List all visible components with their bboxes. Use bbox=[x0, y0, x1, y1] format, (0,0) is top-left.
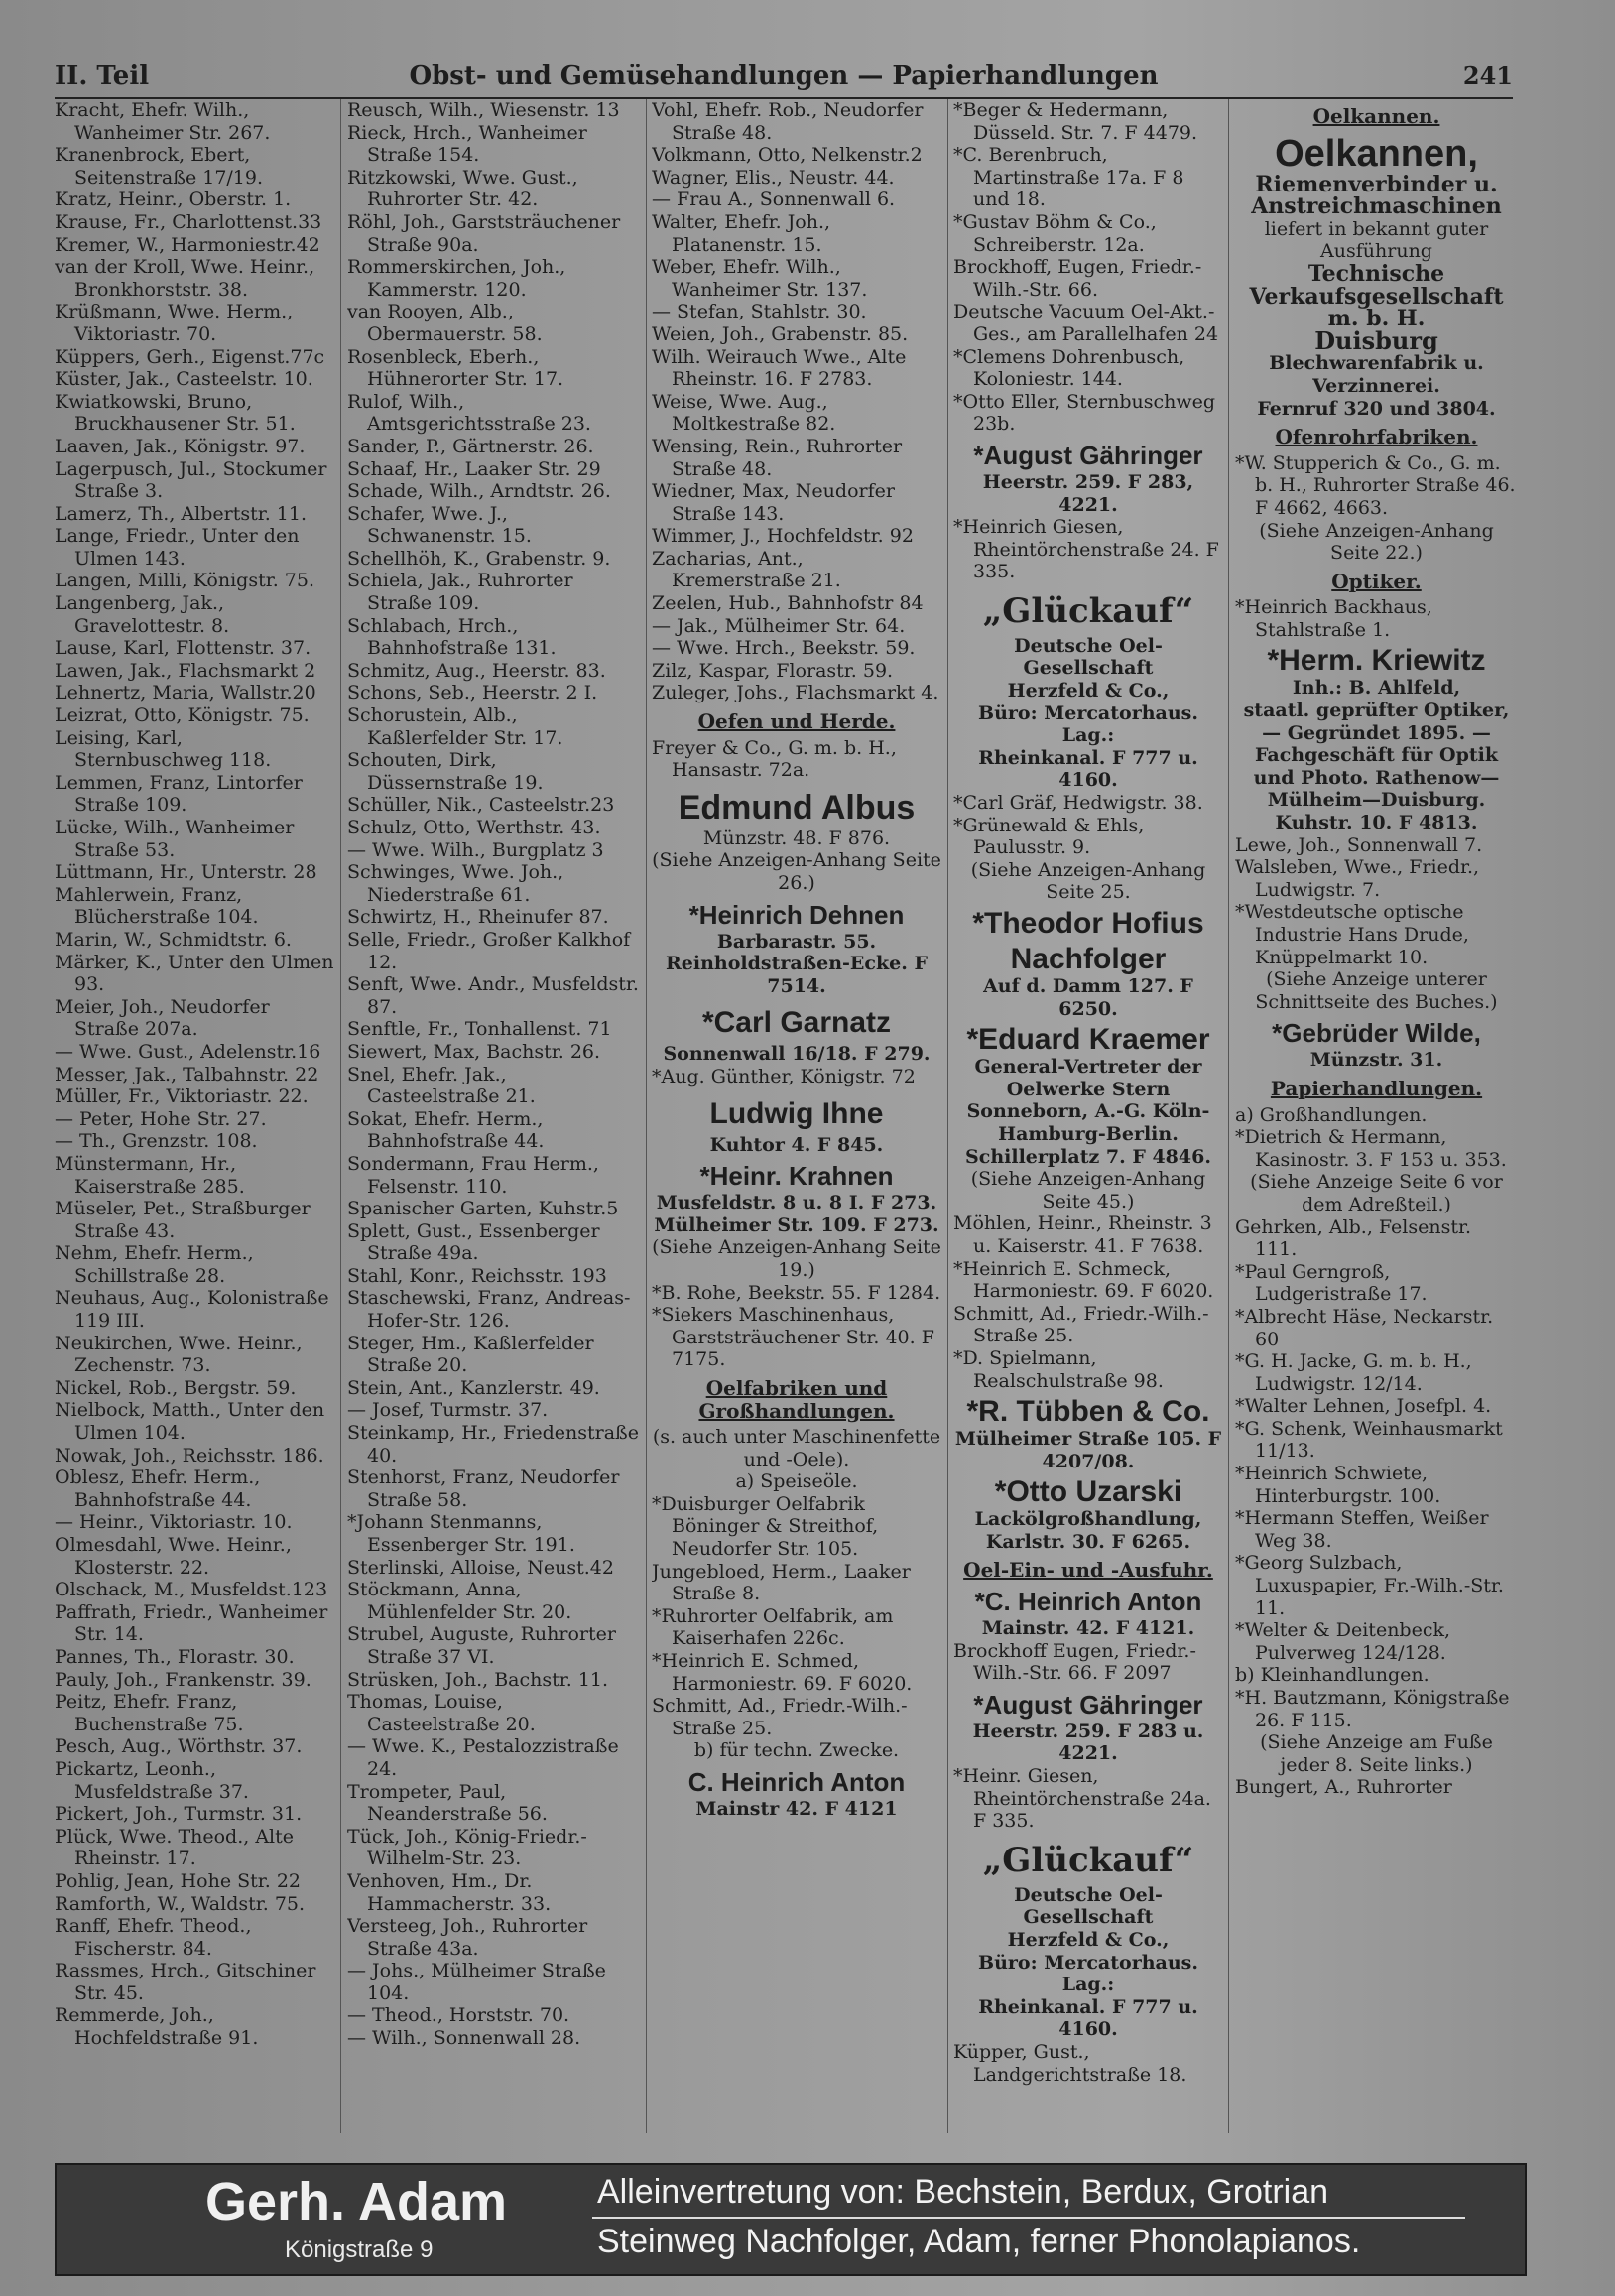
list-item: Zeelen, Hub., Bahnhofstr 84 bbox=[652, 592, 924, 615]
list-item: — Wwe. Wilh., Burgplatz 3 bbox=[347, 838, 604, 861]
list-item: Stahl, Konr., Reichsstr. 193 bbox=[347, 1264, 607, 1287]
list-item: Langen, Milli, Königstr. 75. bbox=[55, 570, 315, 592]
ad-hofius: *Theodor Hofius bbox=[972, 907, 1204, 940]
list-item: Senftle, Fr., Tonhallenst. 71 bbox=[347, 1018, 612, 1041]
grosshandlung-list bbox=[1235, 1216, 1518, 1665]
col4-entries-c bbox=[953, 1212, 1223, 1392]
list-item: Siewert, Max, Bachstr. 26. bbox=[347, 1040, 601, 1063]
list-item: Münstermann, Hr., Kaiserstraße 285. bbox=[55, 1152, 245, 1198]
section-note: (Siehe Anzeige unterer Schnittseite des Buches.) bbox=[1255, 968, 1498, 1013]
list-item: *Welter & Deitenbeck, Pulverweg 124/128. bbox=[1235, 1619, 1451, 1664]
section-heading-ofenrohr: Ofenrohrfabriken. bbox=[1275, 425, 1478, 449]
list-item: Sterlinski, Alloise, Neust.42 bbox=[347, 1556, 614, 1579]
list-item: Strüsken, Joh., Bachstr. 11. bbox=[347, 1668, 609, 1691]
subheading-b: b) für techn. Zwecke. bbox=[693, 1739, 900, 1762]
list-item: Remmerde, Joh., Hochfeldstraße 91. bbox=[55, 2004, 259, 2050]
list-item: *Carl Gräf, Hedwigstr. 38. bbox=[953, 792, 1203, 815]
list-item: Versteeg, Joh., Ruhrorter Straße 43a. bbox=[347, 1915, 588, 1960]
list-item: Venhoven, Hm., Dr. Hammacherstr. 33. bbox=[347, 1869, 552, 1915]
list-item: Schiela, Jak., Ruhrorter Straße 109. bbox=[347, 570, 573, 615]
list-item: Schellhöh, K., Grabenstr. 9. bbox=[347, 547, 611, 570]
subheading-a: a) Speiseöle. bbox=[735, 1470, 858, 1493]
column-3 bbox=[652, 99, 941, 2143]
list-item: Nielbock, Matth., Unter den Ulmen 104. bbox=[55, 1399, 325, 1445]
ad-hofius-address: Auf d. Damm 127. F 6250. bbox=[983, 975, 1193, 1020]
list-item: Lemmen, Franz, Lintorfer Straße 109. bbox=[55, 771, 303, 817]
list-item: — Wwe. Gust., Adelenstr.16 bbox=[55, 1040, 321, 1063]
list-item: Gehrken, Alb., Felsenstr. 111. bbox=[1235, 1215, 1472, 1261]
ad-oelkannen: Oelkannen, bbox=[1275, 132, 1478, 175]
list-item: Weber, Ehefr. Wilh., Wanheimer Str. 137. bbox=[652, 256, 868, 301]
list-item: *Heinr. Giesen, Rheintörchenstraße 24a. F 335. bbox=[953, 1765, 1211, 1833]
list-item: Snel, Ehefr. Jak., Casteelstraße 21. bbox=[347, 1063, 536, 1108]
col4-entries bbox=[953, 99, 1223, 436]
ad-albus-address: Münzstr. 48. F 876. bbox=[702, 827, 891, 849]
list-item: *Clemens Dohrenbusch, Koloniestr. 144. bbox=[953, 345, 1185, 391]
list-item: Steger, Hm., Kaßlerfelder Straße 20. bbox=[347, 1332, 594, 1377]
list-item: Zacharias, Ant., Kremerstraße 21. bbox=[652, 547, 841, 592]
ad-glueckauf: „Glückauf“ bbox=[982, 1840, 1194, 1880]
list-item: Lücke, Wilh., Wanheimer Straße 53. bbox=[55, 817, 295, 861]
list-item: *Walter Lehnen, Josefpl. 4. bbox=[1235, 1395, 1492, 1418]
list-item: Küster, Jak., Casteelstr. 10. bbox=[55, 368, 313, 391]
ad-uzarski: *Otto Uzarski bbox=[994, 1475, 1182, 1509]
ad-hofius-line2: Nachfolger bbox=[1010, 943, 1167, 975]
list-item: Pickartz, Leonh., Musfeldstraße 37. bbox=[55, 1757, 249, 1803]
list-item: Schons, Seb., Heerstr. 2 I. bbox=[347, 682, 598, 704]
list-item: Marin, W., Schmidtstr. 6. bbox=[55, 928, 292, 951]
list-item: *Siekers Maschinenhaus, Garststräuchener Str. 40. F 7175. bbox=[652, 1304, 934, 1371]
list-item: *Duisburger Oelfabrik Böninger & Streithof, Neudorfer Str. 105. bbox=[652, 1492, 879, 1561]
list-item: Bungert, A., Ruhrorter bbox=[1235, 1776, 1452, 1799]
list-item: Märker, K., Unter den Ulmen 93. bbox=[55, 951, 334, 996]
list-item: — Wilh., Sonnenwall 28. bbox=[347, 2027, 581, 2050]
ad-oelkannen-line: Duisburg bbox=[1314, 325, 1438, 355]
list-item: Leising, Karl, Sternbuschweg 118. bbox=[55, 726, 272, 772]
list-item: Plück, Wwe. Theod., Alte Rheinstr. 17. bbox=[55, 1825, 294, 1870]
subheading-a: a) Großhandlungen. bbox=[1235, 1103, 1428, 1126]
list-item: Splett, Gust., Essenberger Straße 49a. bbox=[347, 1219, 600, 1265]
list-item: Zilz, Kaspar, Florastr. 59. bbox=[652, 659, 894, 682]
list-item: Jungebloed, Herm., Laaker Straße 8. bbox=[652, 1560, 911, 1605]
list-item: Ramforth, W., Waldstr. 75. bbox=[55, 1892, 306, 1915]
list-item: — Frau A., Sonnenwall 6. bbox=[652, 189, 896, 211]
list-item: Pickert, Joh., Turmstr. 31. bbox=[55, 1803, 303, 1826]
list-item: Wensing, Rein., Ruhrorter Straße 48. bbox=[652, 435, 903, 480]
list-item: — Johs., Mülheimer Straße 104. bbox=[347, 1960, 606, 2004]
list-item: Krüßmann, Wwe. Herm., Viktoriastr. 70. bbox=[55, 301, 294, 345]
section-heading-oelkannen: Oelkannen. bbox=[1312, 104, 1440, 128]
ad-oelkannen-line: Technische Verkaufsgesellschaft m. b. H. bbox=[1249, 260, 1504, 332]
ad-glueckauf-line: Rheinkanal. F 777 u. 4160. bbox=[978, 1995, 1198, 2041]
list-item: Strubel, Auguste, Ruhrorter Straße 37 VI. bbox=[347, 1623, 616, 1668]
footer-divider bbox=[592, 2217, 1465, 2219]
list-item: Nowak, Joh., Reichsstr. 186. bbox=[55, 1444, 324, 1467]
list-item: Küpper, Gust., Landgerichtstraße 18. bbox=[953, 2040, 1187, 2086]
list-item: Reusch, Wilh., Wiesenstr. 13 bbox=[347, 99, 620, 121]
list-item: Staschewski, Franz, Andreas-Hofer-Str. 126. bbox=[347, 1287, 631, 1333]
ad-note: (Siehe Anzeigen-Anhang Seite 25. bbox=[970, 858, 1206, 904]
list-item: Schorustein, Alb., Kaßlerfelder Str. 17. bbox=[347, 704, 563, 749]
list-item: *Westdeutsche optische Industrie Hans Drude, Knüppelmarkt 10. bbox=[1235, 901, 1469, 968]
list-item: — Th., Grenzstr. 108. bbox=[55, 1130, 258, 1153]
list-item: Stein, Ant., Kanzlerstr. 49. bbox=[347, 1376, 600, 1399]
footer-line-2: Steinweg Nachfolger, Adam, ferner Phonolapianos. bbox=[597, 2223, 1361, 2260]
list-item: Lause, Karl, Flottenstr. 37. bbox=[55, 637, 311, 660]
list-item: Schafer, Wwe. J., Schwanenstr. 15. bbox=[347, 502, 532, 548]
subheading-b: b) Kleinhandlungen. bbox=[1235, 1664, 1429, 1687]
list-item: *Paul Gerngroß, Ludgeristraße 17. bbox=[1235, 1260, 1428, 1306]
list-item: *Georg Sulzbach, Luxuspapier, Fr.-Wilh.-Str. 11. bbox=[1235, 1552, 1504, 1619]
list-item: Trompeter, Paul, Neanderstraße 56. bbox=[347, 1780, 548, 1826]
list-item: Vohl, Ehefr. Rob., Neudorfer Straße 48. bbox=[652, 99, 924, 144]
list-item: Müller, Fr., Viktoriastr. 22. bbox=[55, 1085, 309, 1108]
section-heading-oelein: Oel-Ein- und -Ausfuhr. bbox=[963, 1558, 1213, 1583]
ad-gaehringer-address: Heerstr. 259. F 283 u. 4221. bbox=[972, 1720, 1204, 1765]
ad-oelkannen-line: Fernruf 320 und 3804. bbox=[1257, 397, 1496, 420]
list-item: Neuhaus, Aug., Kolonistraße 119 III. bbox=[55, 1287, 329, 1333]
list-item: Lange, Friedr., Unter den Ulmen 143. bbox=[55, 525, 300, 570]
list-item: Nehm, Ehefr. Herm., Schillstraße 28. bbox=[55, 1242, 254, 1287]
list-item: Olschack, M., Musfeldst.123 bbox=[55, 1579, 328, 1601]
list-item: Olmesdahl, Wwe. Heinr., Klosterstr. 22. bbox=[55, 1534, 292, 1579]
list-item: Leizrat, Otto, Königstr. 75. bbox=[55, 704, 310, 727]
ad-oelkannen-line: Blechwarenfabrik u. Verzinnerei. bbox=[1269, 352, 1484, 397]
list-item: *Grünewald & Ehls, Paulusstr. 9. bbox=[953, 814, 1145, 859]
list-item: Küppers, Gerh., Eigenst.77c bbox=[55, 345, 325, 368]
list-item: *Johann Stenmanns, Essenberger Str. 191. bbox=[347, 1511, 575, 1556]
list-item: *Beger & Hedermann, Düsseld. Str. 7. F 4479. bbox=[953, 99, 1198, 144]
list-item: Deutsche Vacuum Oel-Akt.-Ges., am Parallelhafen 24 bbox=[953, 301, 1219, 345]
ad-albus-note: (Siehe Anzeigen-Anhang Seite 26.) bbox=[652, 849, 941, 894]
list-item: Wagner, Elis., Neustr. 44. bbox=[652, 166, 895, 189]
section-heading-papier: Papierhandlungen. bbox=[1270, 1076, 1483, 1100]
footer-line-1: Alleinvertretung von: Bechstein, Berdux, Grotrian bbox=[597, 2173, 1329, 2211]
list-item: van Rooyen, Alb., Obermauerstr. 58. bbox=[347, 301, 543, 345]
section-note: (Siehe Anzeige Seite 6 vor dem Adreßteil.) bbox=[1250, 1171, 1503, 1215]
list-item: Rulof, Wilh., Amtsgerichtsstraße 23. bbox=[347, 390, 591, 436]
list-item: *Hermann Steffen, Weißer Weg 38. bbox=[1235, 1507, 1489, 1552]
ad-anton-address: Mainstr. 42. F 4121. bbox=[981, 1617, 1195, 1640]
list-item: Schmitz, Aug., Heerstr. 83. bbox=[347, 659, 606, 682]
ad-kriewitz-line: — Gegründet 1895. — bbox=[1262, 721, 1491, 744]
list-item: *Dietrich & Hermann, Kasinostr. 3. F 153 u. 353. bbox=[1235, 1126, 1507, 1171]
list-item: Walsleben, Wwe., Friedr., Ludwigstr. 7. bbox=[1235, 856, 1480, 901]
list-item: Schlabach, Hrch., Bahnhofstraße 131. bbox=[347, 614, 557, 660]
list-item: Pauly, Joh., Frankenstr. 39. bbox=[55, 1668, 311, 1691]
ad-glueckauf-line: Herzfeld & Co., bbox=[1007, 1929, 1170, 1951]
ad-oelkannen-line: Riemenverbinder u. bbox=[1255, 171, 1498, 197]
ad-wilde-address: Münzstr. 31. bbox=[1309, 1049, 1443, 1072]
list-item: Nickel, Rob., Bergstr. 59. bbox=[55, 1376, 297, 1399]
list-item: Paffrath, Friedr., Wanheimer Str. 14. bbox=[55, 1600, 328, 1646]
ad-garnatz: *Carl Garnatz bbox=[701, 1006, 892, 1040]
list-item: Brockhoff, Eugen, Friedr.-Wilh.-Str. 66. bbox=[953, 256, 1202, 301]
ad-anton-address: Mainstr 42. F 4121 bbox=[695, 1798, 898, 1820]
column-2 bbox=[347, 99, 640, 2143]
ad-tuebben-address: Mülheimer Straße 105. F 4207/08. bbox=[954, 1428, 1222, 1472]
speiseoel-list bbox=[652, 1493, 941, 1740]
list-item: — Wwe. Hrch., Beekstr. 59. bbox=[652, 637, 916, 660]
ad-gaehringer: *August Gähringer bbox=[973, 440, 1203, 470]
list-item: Kracht, Ehefr. Wilh., Wanheimer Str. 267. bbox=[55, 99, 271, 144]
ad-kriewitz-line: Kuhstr. 10. F 4813. bbox=[1275, 812, 1478, 834]
list-item: Lamerz, Th., Albertstr. 11. bbox=[55, 502, 308, 525]
column-5 bbox=[1235, 99, 1518, 2143]
ad-oelkannen-line: Anstreichmaschinen bbox=[1251, 193, 1502, 220]
list-item: *Otto Eller, Sternbuschweg 23b. bbox=[953, 390, 1216, 436]
footer-street: Königstraße 9 bbox=[285, 2236, 434, 2263]
part-label: II. Teil bbox=[55, 62, 150, 91]
list-item: Selle, Friedr., Großer Kalkhof 12. bbox=[347, 928, 631, 973]
col4-entries-b bbox=[953, 792, 1223, 859]
list-item: Tück, Joh., König-Friedr.-Wilhelm-Str. 23. bbox=[347, 1825, 587, 1870]
column-divider bbox=[646, 99, 647, 2133]
list-item: Lagerpusch, Jul., Stockumer Straße 3. bbox=[55, 457, 327, 503]
list-item: Schwirtz, H., Rheinufer 87. bbox=[347, 906, 609, 929]
ad-gaehringer-address: Heerstr. 259. F 283, 4221. bbox=[982, 470, 1194, 516]
column-divider bbox=[1228, 99, 1229, 2133]
ad-kraemer-text: General-Vertreter der Oelwerke Stern Sonneborn, A.-G. Köln-Hamburg-Berlin. Schillerplatz 7. F 4846. bbox=[965, 1056, 1211, 1168]
list-item: Lewe, Joh., Sonnenwall 7. bbox=[1235, 833, 1483, 856]
list-item: *Heinrich Giesen, Rheintörchenstraße 24. F 335. bbox=[953, 516, 1219, 583]
list-item: Langenberg, Jak., Gravelottestr. 8. bbox=[55, 592, 230, 637]
ad-dehnen-address: Barbarastr. 55. Reinholdstraßen-Ecke. F 7514. bbox=[666, 930, 928, 997]
list-item: Müseler, Pet., Straßburger Straße 43. bbox=[55, 1198, 311, 1242]
list-item: Schouten, Dirk, Düssernstraße 19. bbox=[347, 749, 544, 794]
list-item: Thomas, Louise, Casteelstraße 20. bbox=[347, 1691, 536, 1735]
section-note: (Siehe Anzeige am Fuße jeder 8. Seite links.) bbox=[1260, 1731, 1493, 1776]
list-item: Ritzkowski, Wwe. Gust., Ruhrorter Str. 42. bbox=[347, 166, 578, 211]
ad-garnatz-address: Sonnenwall 16/18. F 279. bbox=[663, 1043, 931, 1066]
list-item: — Theod., Horststr. 70. bbox=[347, 2004, 570, 2027]
section-note: (Siehe Anzeigen-Anhang Seite 22.) bbox=[1259, 519, 1494, 565]
list-item: Meier, Joh., Neudorfer Straße 207a. bbox=[55, 995, 270, 1041]
ad-albus: Edmund Albus bbox=[678, 788, 916, 827]
ad-uzarski-line: Lackölgroßhandlung, bbox=[974, 1508, 1202, 1531]
list-item: van der Kroll, Wwe. Heinr., Bronkhorststr. 38. bbox=[55, 256, 315, 301]
list-item: *C. Berenbruch, Martinstraße 17a. F 8 und 18. bbox=[953, 144, 1184, 211]
list-item: Weien, Joh., Grabenstr. 85. bbox=[652, 322, 909, 345]
list-item: *Ruhrorter Oelfabrik, am Kaiserhafen 226c. bbox=[652, 1604, 894, 1650]
ad-glueckauf-line: Büro: Mercatorhaus. Lag.: bbox=[978, 702, 1198, 747]
list-item: Kremer, W., Harmoniestr.42 bbox=[55, 233, 320, 256]
list-item: — Stefan, Stahlstr. 30. bbox=[652, 301, 867, 323]
list-item: Peitz, Ehefr. Franz, Buchenstraße 75. bbox=[55, 1691, 244, 1735]
list-item: Ranff, Ehefr. Theod., Fischerstr. 84. bbox=[55, 1915, 252, 1960]
list-item: Rassmes, Hrch., Gitschiner Str. 45. bbox=[55, 1960, 316, 2004]
page-header bbox=[55, 60, 1513, 99]
ad-gaehringer: *August Gähringer bbox=[973, 1689, 1203, 1720]
list-item: Kratz, Heinr., Oberstr. 1. bbox=[55, 189, 292, 211]
list-item: Schmitt, Ad., Friedr.-Wilh.-Straße 25. bbox=[953, 1302, 1209, 1347]
ad-krahnen: *Heinr. Krahnen bbox=[699, 1161, 894, 1192]
footer-advertisement bbox=[55, 2163, 1527, 2276]
list-item: Schulz, Otto, Werthstr. 43. bbox=[347, 817, 601, 838]
ad-wilde: *Gebrüder Wilde, bbox=[1272, 1018, 1481, 1049]
ad-glueckauf: „Glückauf“ bbox=[982, 590, 1194, 631]
ad-oelkannen-line: liefert in bekannt guter Ausführung bbox=[1264, 217, 1489, 263]
ad-glueckauf-line: Deutsche Oel-Gesellschaft bbox=[1014, 1883, 1163, 1929]
list-item: Rieck, Hrch., Wanheimer Straße 154. bbox=[347, 121, 587, 167]
list-item: Steinkamp, Hr., Friedenstraße 40. bbox=[347, 1422, 639, 1467]
ad-kriewitz-line: staatl. geprüfter Optiker, bbox=[1243, 700, 1510, 722]
list-item: *Aug. Günther, Königstr. 72 bbox=[652, 1065, 916, 1087]
list-item: *W. Stupperich & Co., G. m. b. H., Ruhrorter Straße 46. F 4662, 4663. bbox=[1235, 451, 1516, 519]
list-item: Rommerskirchen, Joh., Kammerstr. 120. bbox=[347, 256, 566, 301]
section-heading-oelfabriken: Oelfabriken und Großhandlungen. bbox=[698, 1375, 895, 1423]
list-item: *B. Rohe, Beekstr. 55. F 1284. bbox=[652, 1281, 941, 1304]
optiker-list bbox=[1235, 834, 1518, 969]
ad-kraemer-note: (Siehe Anzeigen-Anhang Seite 45.) bbox=[970, 1168, 1206, 1212]
list-item: Freyer & Co., G. m. b. H., Hansastr. 72a. bbox=[652, 736, 897, 782]
list-item: Pannes, Th., Florastr. 30. bbox=[55, 1645, 295, 1668]
ad-dehnen: *Heinrich Dehnen bbox=[688, 899, 905, 930]
section-heading-optiker: Optiker. bbox=[1331, 569, 1422, 593]
list-item: Schwinges, Wwe. Joh., Niederstraße 61. bbox=[347, 861, 564, 906]
list-item: Krause, Fr., Charlottenst.33 bbox=[55, 210, 322, 233]
column-1 bbox=[55, 99, 334, 2143]
list-item: Oblesz, Ehefr. Herm., Bahnhofstraße 44. bbox=[55, 1467, 261, 1511]
ad-krahnen-address: Musfeldstr. 8 u. 8 I. F 273. Mülheimer Str. 109. F 273. bbox=[654, 1192, 939, 1236]
list-item: — Jak., Mülheimer Str. 64. bbox=[652, 614, 906, 637]
list-item: Senft, Wwe. Andr., Musfeldstr. 87. bbox=[347, 973, 639, 1018]
list-item: Zuleger, Johs., Flachsmarkt 4. bbox=[652, 682, 939, 704]
ad-kraemer: *Eduard Kraemer bbox=[966, 1023, 1210, 1057]
list-item: Wilh. Weirauch Wwe., Alte Rheinstr. 16. F 2783. bbox=[652, 345, 907, 391]
list-item: Schade, Wilh., Arndtstr. 26. bbox=[347, 480, 611, 503]
ad-anton: *C. Heinrich Anton bbox=[974, 1587, 1202, 1617]
col3-entries bbox=[652, 99, 941, 704]
list-item: Neukirchen, Wwe. Heinr., Zechenstr. 73. bbox=[55, 1332, 303, 1377]
list-item: Lawen, Jak., Flachsmarkt 2 bbox=[55, 659, 316, 682]
page-number: 241 bbox=[1462, 62, 1513, 90]
column-4 bbox=[953, 99, 1223, 2143]
section-note: (s. auch unter Maschinenfette und -Oele). bbox=[652, 1426, 941, 1470]
ad-glueckauf-line: Rheinkanal. F 777 u. 4160. bbox=[978, 746, 1198, 792]
list-item: Pohlig, Jean, Hohe Str. 22 bbox=[55, 1869, 302, 1892]
column-divider bbox=[340, 99, 341, 2133]
list-item: Rosenbleck, Eberh., Hühnerorter Str. 17. bbox=[347, 345, 564, 391]
column-divider bbox=[947, 99, 948, 2133]
ad-tuebben: *R. Tübben & Co. bbox=[966, 1395, 1210, 1429]
list-item: *D. Spielmann, Realschulstraße 98. bbox=[953, 1346, 1164, 1392]
list-item: Möhlen, Heinr., Rheinstr. 3 u. Kaiserstr. 41. F 7638. bbox=[953, 1212, 1212, 1257]
list-item: Wiedner, Max, Neudorfer Straße 143. bbox=[652, 480, 895, 525]
list-item: Röhl, Joh., Garststräuchener Straße 90a. bbox=[347, 210, 621, 256]
list-item: Lehnertz, Maria, Wallstr.20 bbox=[55, 682, 316, 704]
list-item: Weise, Wwe. Aug., Moltkestraße 82. bbox=[652, 390, 836, 436]
ad-anton: C. Heinrich Anton bbox=[687, 1767, 906, 1797]
ad-ihne: Ludwig Ihne bbox=[709, 1096, 884, 1130]
list-item: Stöckmann, Anna, Mühlenfelder Str. 20. bbox=[347, 1579, 572, 1623]
list-item: Wimmer, J., Hochfeldstr. 92 bbox=[652, 525, 914, 548]
list-item: Brockhoff Eugen, Friedr.-Wilh.-Str. 66. F 2097 bbox=[953, 1639, 1196, 1685]
list-item: *Albrecht Häse, Neckarstr. 60 bbox=[1235, 1305, 1494, 1350]
list-item: Sander, P., Gärtnerstr. 26. bbox=[347, 435, 594, 457]
ad-ihne-address: Kuhtor 4. F 845. bbox=[709, 1133, 884, 1156]
list-item: Stenhorst, Franz, Neudorfer Straße 58. bbox=[347, 1467, 620, 1511]
list-item: Kranenbrock, Ebert, Seitenstraße 17/19. bbox=[55, 144, 264, 189]
list-item: Kwiatkowski, Bruno, Bruckhausener Str. 51. bbox=[55, 390, 296, 436]
footer-company-name: Gerh. Adam bbox=[205, 2172, 508, 2232]
ad-kriewitz: *Herm. Kriewitz bbox=[1267, 644, 1486, 678]
list-item: — Heinr., Viktoriastr. 10. bbox=[55, 1511, 293, 1534]
list-item: *Heinrich E. Schmeck, Harmoniestr. 69. F 6020. bbox=[953, 1257, 1214, 1303]
list-item: Walter, Ehefr. Joh., Platanenstr. 15. bbox=[652, 210, 831, 256]
list-item: Spanischer Garten, Kuhstr.5 bbox=[347, 1198, 619, 1220]
list-item: — Peter, Hohe Str. 27. bbox=[55, 1107, 267, 1130]
list-item: *Heinrich Backhaus, Stahlstraße 1. bbox=[1235, 596, 1432, 641]
list-item: Pesch, Aug., Wörthstr. 37. bbox=[55, 1735, 303, 1758]
list-item: *Heinrich Schwiete, Hinterburgstr. 100. bbox=[1235, 1463, 1441, 1507]
list-item: Lüttmann, Hr., Unterstr. 28 bbox=[55, 861, 317, 884]
list-item: Schaaf, Hr., Laaker Str. 29 bbox=[347, 457, 601, 480]
ad-kriewitz-line: Fachgeschäft für Optik und Photo. Rathenow—Mülheim—Duisburg. bbox=[1253, 744, 1500, 812]
list-item: Sokat, Ehefr. Herm., Bahnhofstraße 44. bbox=[347, 1107, 545, 1153]
ad-krahnen-note: (Siehe Anzeigen-Anhang Seite 19.) bbox=[652, 1236, 941, 1281]
ad-glueckauf-line: Deutsche Oel-Gesellschaft bbox=[1014, 634, 1163, 680]
list-item: Messer, Jak., Talbahnstr. 22 bbox=[55, 1063, 319, 1085]
list-item: Sondermann, Frau Herm., Felsenstr. 110. bbox=[347, 1152, 599, 1198]
list-item: *G. H. Jacke, G. m. b. H., Ludwigstr. 12/14. bbox=[1235, 1350, 1472, 1395]
list-item: — Wwe. K., Pestalozzistraße 24. bbox=[347, 1735, 619, 1780]
page-title: Obst- und Gemüsehandlungen — Papierhandlungen bbox=[409, 62, 1159, 91]
ad-uzarski-line: Karlstr. 30. F 6265. bbox=[985, 1530, 1191, 1553]
list-item: Volkmann, Otto, Nelkenstr.2 bbox=[652, 144, 923, 167]
list-item: *Gustav Böhm & Co., Schreiberstr. 12a. bbox=[953, 210, 1157, 256]
section-heading-oefen: Oefen und Herde. bbox=[697, 709, 896, 734]
list-item: Schüller, Nik., Casteelstr.23 bbox=[347, 794, 615, 817]
list-item: Mahlerwein, Franz, Blücherstraße 104. bbox=[55, 883, 259, 929]
list-item: Laaven, Jak., Königstr. 97. bbox=[55, 435, 306, 457]
ad-glueckauf-line: Büro: Mercatorhaus. Lag.: bbox=[978, 1951, 1198, 1996]
list-item: *Heinrich E. Schmed, Harmoniestr. 69. F 6020. bbox=[652, 1650, 913, 1695]
list-item: *G. Schenk, Weinhausmarkt 11/13. bbox=[1235, 1417, 1503, 1463]
ad-glueckauf-line: Herzfeld & Co., bbox=[1007, 680, 1170, 702]
list-item: — Josef, Turmstr. 37. bbox=[347, 1399, 549, 1422]
list-item: *H. Bautzmann, Königstraße 26. F 115. bbox=[1235, 1687, 1510, 1731]
ad-kriewitz-line: Inh.: B. Ahlfeld, bbox=[1292, 677, 1461, 700]
list-item: Schmitt, Ad., Friedr.-Wilh.-Straße 25. bbox=[652, 1695, 908, 1739]
